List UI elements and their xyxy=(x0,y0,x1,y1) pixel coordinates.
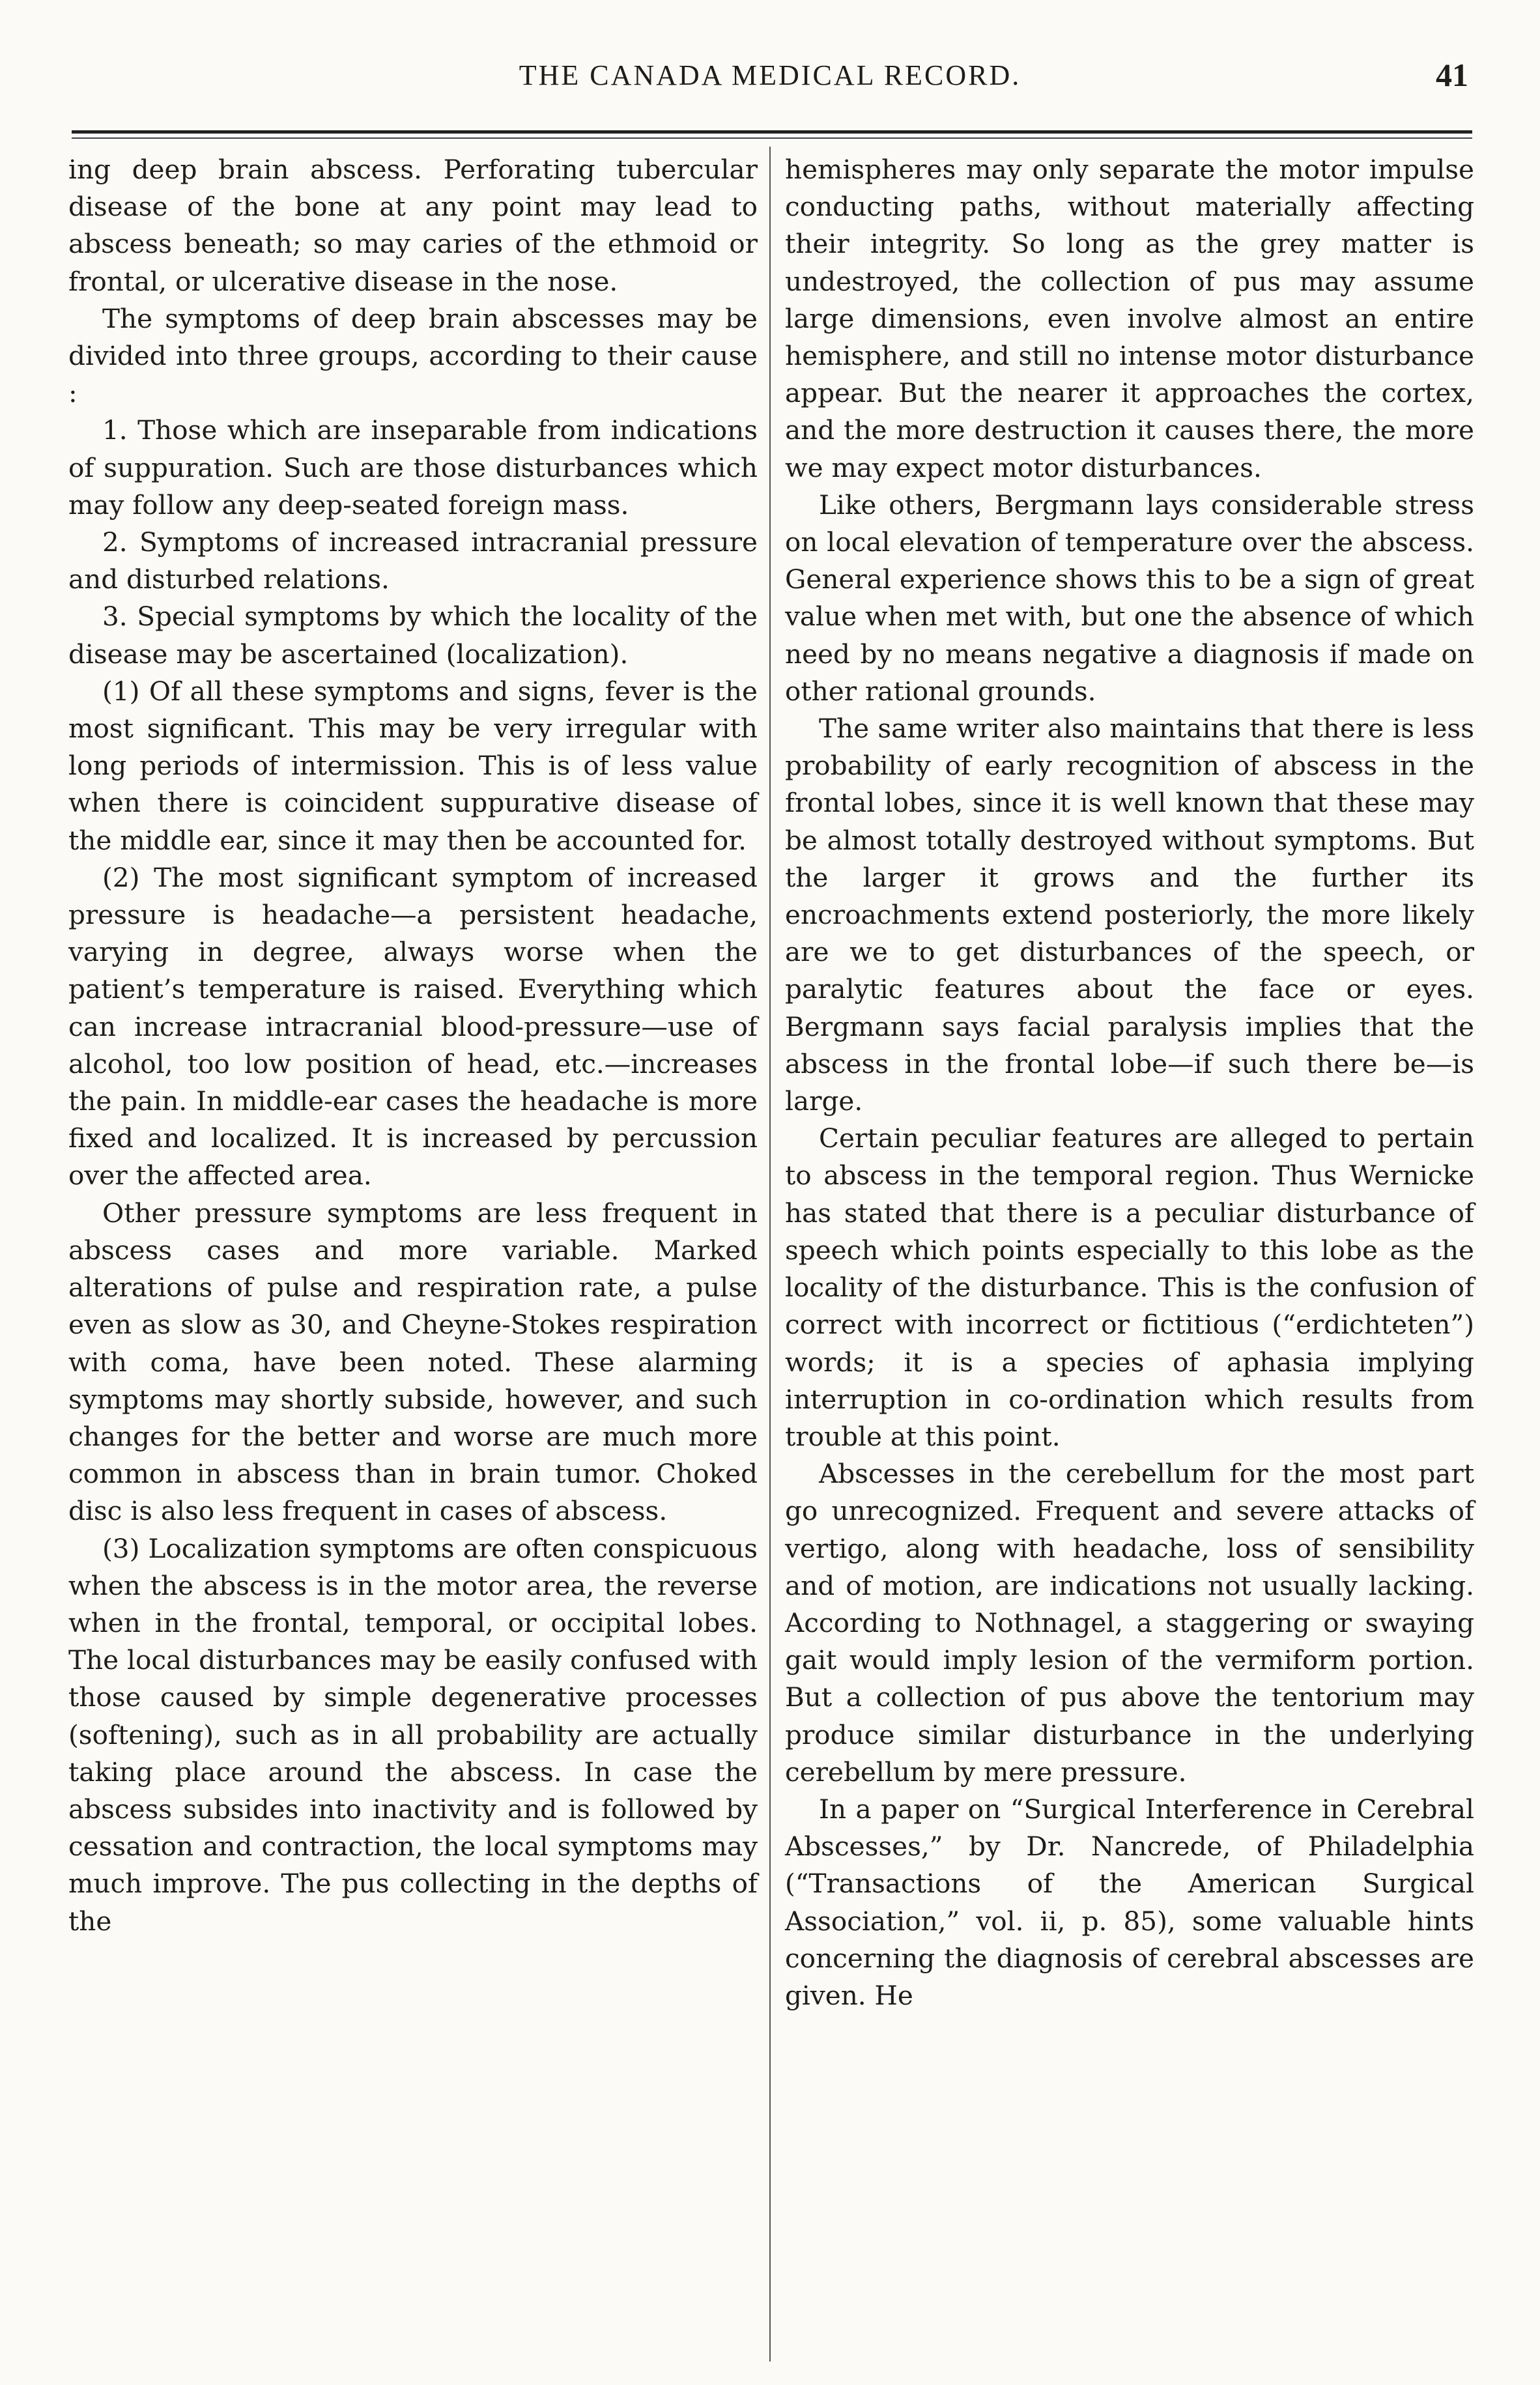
paragraph: Certain peculiar features are alleged to pertain to abscess in the temporal region. Thus Wernicke has stated that there is a peculiar disturbance of speech which points especially to this lobe as the locality of the disturbance. This is the confusion of correct with incorrect or fictitious (“erdichteten”) words; it is a species of aphasia implying interruption in co-ordination which results from trouble at this point. xyxy=(785,1122,1474,1452)
paragraph: hemispheres may only separate the motor impulse conducting paths, without materially affecting their integrity. So long as the grey matter is undestroyed, the collection of pus may assume large dimensions, even involve almost an entire hemisphere, and still no intense motor disturbance appear. But the nearer it approaches the cortex, and the more destruction it causes there, the more we may expect motor disturbances. xyxy=(785,154,1474,483)
header-rule xyxy=(72,130,1472,134)
right-column xyxy=(785,151,1474,2014)
paragraph: 1. Those which are inseparable from indications of suppuration. Such are those disturbances which may follow any deep-seated foreign mass. xyxy=(68,414,758,521)
paragraph: (1) Of all these symptoms and signs, fever is the most significant. This may be very irregular with long periods of intermission. This is of less value when there is coincident suppurative disease of the middle ear, since it may then be accounted for. xyxy=(68,675,758,856)
paragraph: Abscesses in the cerebellum for the most part go unrecognized. Frequent and severe attacks of vertigo, along with headache, loss of sensibility and of motion, are indications not usually lacking. According to Nothnagel, a staggering or swaying gait would imply lesion of the vermiform portion. But a collection of pus above the tentorium may produce similar disturbance in the underlying cerebellum by mere pressure. xyxy=(785,1458,1474,1788)
running-title: THE CANADA MEDICAL RECORD. xyxy=(519,59,1021,91)
paragraph: (3) Localization symptoms are often conspicuous when the abscess is in the motor area, the reverse when in the frontal, temporal, or occipital lobes. The local disturbances may be easily confused with those caused by simple degenerative processes (softening), such as in all probability are actually taking place around the abscess. In case the abscess subsides into inactivity and is followed by cessation and contraction, the local symptoms may much improve. The pus collecting in the depths of the xyxy=(68,1532,758,1937)
left-column xyxy=(68,151,758,1940)
paragraph: The symptoms of deep brain abscesses may be divided into three groups, according to their cause : xyxy=(68,302,758,409)
header-rule-thin xyxy=(72,137,1472,139)
paragraph: (2) The most significant symptom of increased pressure is headache—a persistent headache, varying in degree, always worse when the patient’s temperature is raised. Everything which can increase intracranial blood-pressure—use of alcohol, too low position of head, etc.—increases the pain. In middle-ear cases the headache is more fixed and localized. It is increased by percussion over the affected area. xyxy=(68,861,758,1192)
paragraph: Like others, Bergmann lays considerable stress on local elevation of temperature over the abscess. General experience shows this to be a sign of great value when met with, but one the absence of which need by no means negative a diagnosis if made on other rational grounds. xyxy=(785,489,1474,707)
paragraph: 2. Symptoms of increased intracranial pressure and disturbed relations. xyxy=(68,526,758,595)
page-header xyxy=(0,59,1540,104)
paragraph: In a paper on “Surgical Interference in Cerebral Abscesses,” by Dr. Nancrede, of Philadelphia (“Transactions of the American Surgical Association,” vol. ii, p. 85), some valuable hints concerning the diagnosis of cerebral abscesses are given. He xyxy=(785,1793,1474,2011)
paragraph: Other pressure symptoms are less frequent in abscess cases and more variable. Marked alterations of pulse and respiration rate, a pulse even as slow as 30, and Cheyne-Stokes respiration with coma, have been noted. These alarming symptoms may shortly subside, however, and such changes for the better and worse are much more common in abscess than in brain tumor. Choked disc is also less frequent in cases of abscess. xyxy=(68,1197,758,1527)
paragraph: 3. Special symptoms by which the locality of the disease may be ascertained (localization). xyxy=(68,601,758,670)
paragraph: The same writer also maintains that there is less probability of early recognition of abscess in the frontal lobes, since it is well known that these may be almost totally destroyed without symptoms. But the larger it grows and the further its encroachments extend posteriorly, the more likely are we to get disturbances of the speech, or paralytic features about the face or eyes. Bergmann says facial paralysis implies that the abscess in the frontal lobe—if such there be—is large. xyxy=(785,713,1474,1117)
paragraph: ing deep brain abscess. Perforating tubercular disease of the bone at any point may lead to abscess beneath; so may caries of the ethmoid or frontal, or ulcerative disease in the nose. xyxy=(68,154,758,297)
column-divider xyxy=(769,147,771,2362)
page-number: 41 xyxy=(1436,57,1468,93)
